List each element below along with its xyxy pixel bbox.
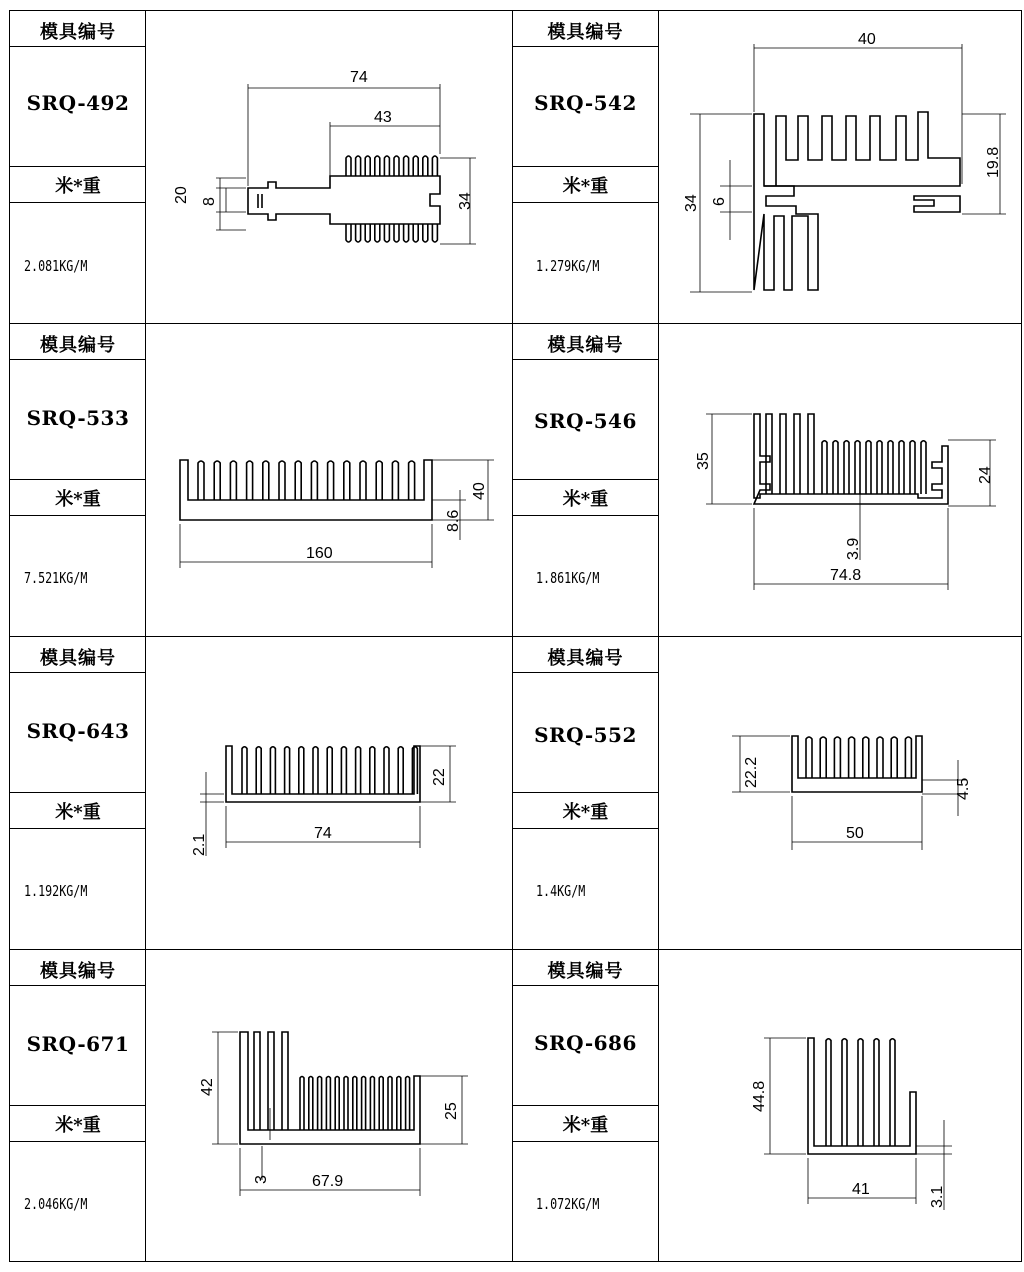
product-code: SRQ-671	[26, 1032, 130, 1056]
mold-no-header: 模具编号	[40, 22, 116, 43]
weight-label: 米*重	[55, 176, 101, 197]
dim-label: 22	[431, 768, 448, 786]
dim-label: 2.1	[191, 833, 208, 856]
weight-label: 米*重	[55, 1115, 101, 1136]
weight-label: 米*重	[562, 176, 609, 197]
weight-value: 1.072KG/M	[536, 1195, 600, 1213]
mold-no-header: 模具编号	[40, 961, 116, 982]
product-code: SRQ-492	[26, 91, 130, 115]
dim-label: 34	[683, 194, 700, 212]
dim-label: 25	[443, 1102, 460, 1120]
weight-value: 7.521KG/M	[24, 569, 88, 587]
dim-label: 74.8	[830, 567, 862, 584]
weight-value: 1.192KG/M	[24, 882, 88, 900]
dim-label: 74	[350, 69, 368, 86]
mold-no-header: 模具编号	[547, 648, 624, 669]
weight-value: 1.279KG/M	[536, 257, 600, 275]
weight-label: 米*重	[562, 489, 609, 510]
weight-value: 1.4KG/M	[536, 882, 586, 900]
dim-label: 67.9	[312, 1173, 344, 1190]
dim-label: 34	[457, 192, 474, 210]
dim-label: 42	[199, 1078, 216, 1096]
weight-value: 2.081KG/M	[24, 257, 88, 275]
weight-label: 米*重	[55, 802, 101, 823]
dim-label: 3	[253, 1175, 270, 1184]
weight-label: 米*重	[562, 1115, 609, 1136]
dim-label: 50	[846, 825, 864, 842]
dim-label: 44.8	[751, 1080, 768, 1112]
dim-label: 24	[977, 466, 994, 484]
product-code: SRQ-546	[534, 409, 637, 433]
product-code: SRQ-686	[534, 1031, 637, 1055]
dim-label: 40	[858, 31, 876, 48]
product-code: SRQ-533	[26, 406, 130, 430]
fin	[874, 1039, 879, 1146]
dim-label: 3.1	[929, 1185, 946, 1208]
dim-label: 20	[173, 186, 190, 204]
fin	[858, 1039, 863, 1146]
product-code: SRQ-643	[26, 719, 130, 743]
dim-label: 35	[695, 452, 712, 470]
mold-no-header: 模具编号	[547, 22, 624, 43]
weight-value: 1.861KG/M	[536, 569, 600, 587]
mold-no-header: 模具编号	[40, 335, 116, 356]
dim-label: 160	[306, 545, 333, 562]
dim-label: 8.6	[445, 509, 462, 532]
mold-no-header: 模具编号	[547, 335, 624, 356]
dim-label: 41	[852, 1181, 870, 1198]
dim-label: 3.9	[845, 537, 862, 560]
dim-label: 40	[471, 482, 488, 500]
fin	[842, 1039, 847, 1146]
dim-label: 43	[374, 109, 392, 126]
dim-label: 22.2	[743, 756, 760, 788]
dim-label: 6	[711, 197, 728, 206]
product-code: SRQ-542	[534, 91, 637, 115]
dim-label: 74	[314, 825, 332, 842]
weight-value: 2.046KG/M	[24, 1195, 88, 1213]
dim-label: 19.8	[985, 146, 1002, 178]
fin	[890, 1039, 895, 1146]
dim-label: 4.5	[955, 777, 972, 800]
heatsink-profile-outline	[808, 1038, 916, 1154]
dim-label: 8	[201, 197, 218, 206]
mold-no-header: 模具编号	[40, 648, 116, 669]
fin	[826, 1039, 831, 1146]
weight-label: 米*重	[55, 489, 101, 510]
weight-label: 米*重	[562, 802, 609, 823]
product-code: SRQ-552	[534, 723, 637, 747]
mold-no-header: 模具编号	[547, 961, 624, 982]
